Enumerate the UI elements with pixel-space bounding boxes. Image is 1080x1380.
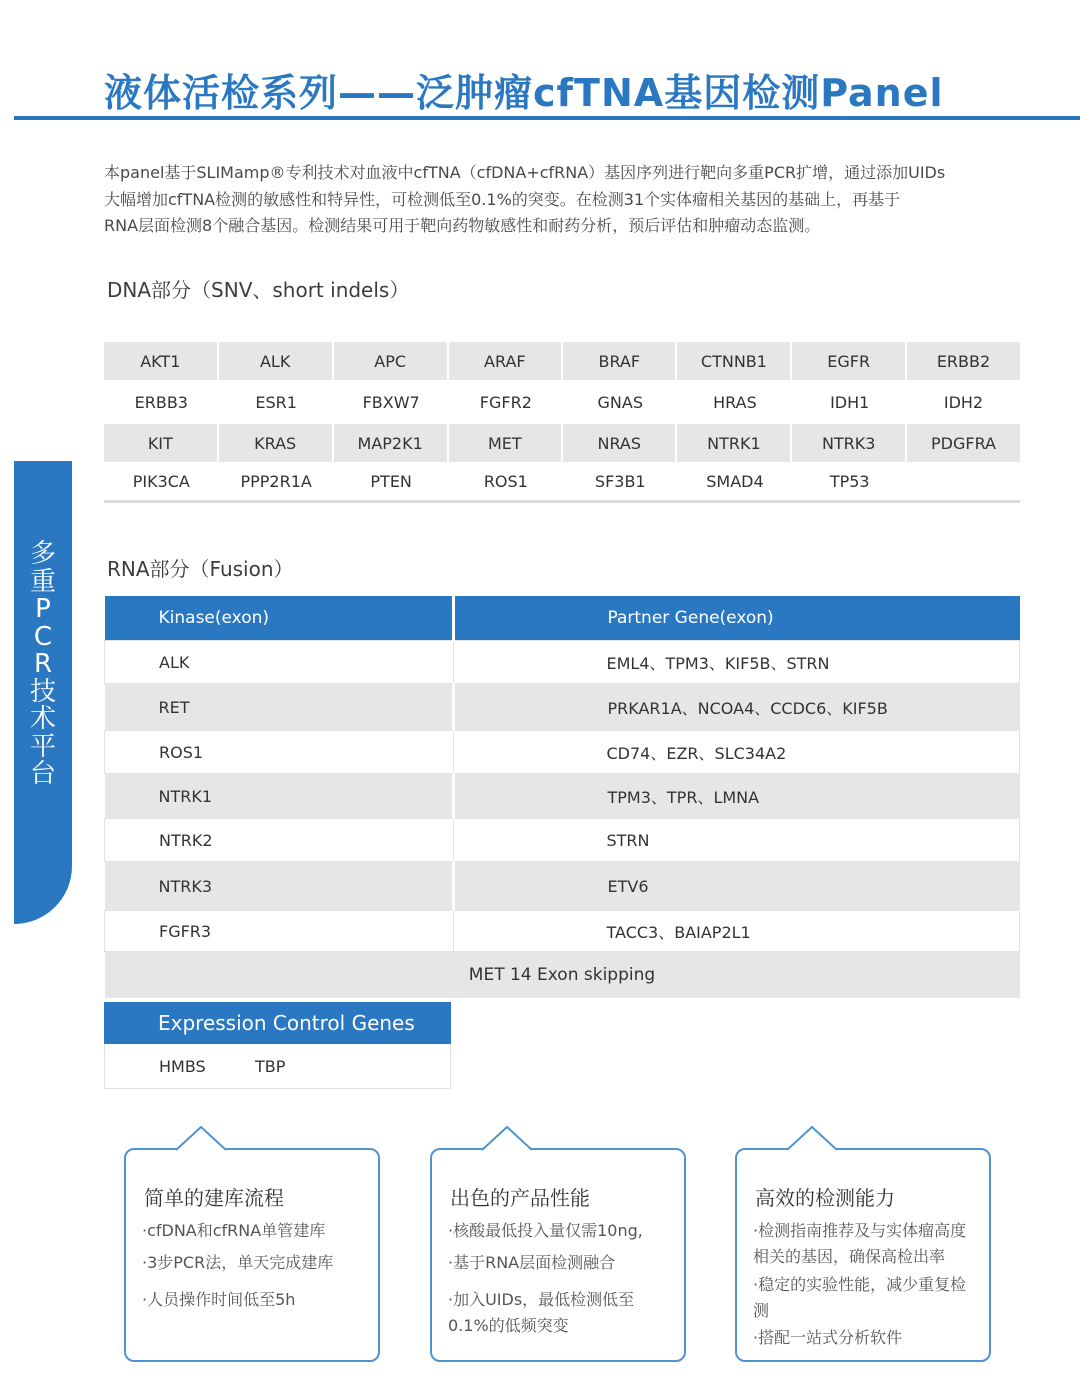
gene-cell: ROS1 — [449, 462, 563, 503]
intro-line: 本panel基于SLIMamp®专利技术对血液中cfTNA（cfDNA+cfRNA）基因序列进行靶向多重PCR扩增，通过添加UIDs — [104, 163, 946, 182]
gene-cell: ERBB2 — [907, 342, 1020, 380]
dna-section-heading: DNA部分（SNV、short indels） — [107, 278, 410, 302]
table-row — [105, 862, 1020, 911]
partner-cell: ETV6 — [453, 862, 1020, 911]
table-row — [104, 424, 1020, 462]
table-row — [105, 731, 1020, 774]
gene-cell: HRAS — [677, 380, 792, 424]
gene-cell: SMAD4 — [677, 462, 792, 503]
card-pointer-icon — [482, 1126, 532, 1152]
rna-fusion-table — [104, 596, 1020, 998]
gene-cell: TP53 — [792, 462, 907, 503]
table-row — [104, 342, 1020, 380]
partner-column-header: Partner Gene(exon) — [453, 596, 1020, 641]
control-gene: HMBS — [159, 1057, 206, 1076]
kinase-cell: RET — [105, 684, 454, 731]
gene-cell: PTEN — [334, 462, 449, 503]
gene-cell: MET — [449, 424, 563, 462]
partner-cell: EML4、TPM3、KIF5B、STRN — [453, 641, 1020, 684]
gene-cell: AKT1 — [104, 342, 219, 380]
sidebar-char: 术 — [29, 704, 56, 734]
card-item: ·稳定的实验性能，减少重复检测 — [753, 1275, 967, 1320]
gene-cell: NRAS — [563, 424, 677, 462]
table-header-row — [105, 596, 1020, 641]
card-item: ·搭配一站式分析软件 — [753, 1328, 903, 1347]
feature-card-library — [124, 1148, 380, 1362]
gene-cell: ALK — [219, 342, 334, 380]
gene-cell: PPP2R1A — [219, 462, 334, 503]
sidebar-char: 多 — [29, 539, 56, 569]
card-pointer-icon — [176, 1126, 226, 1152]
card-title: 出色的产品性能 — [450, 1186, 590, 1210]
gene-cell: SF3B1 — [563, 462, 677, 503]
gene-cell: PDGFRA — [907, 424, 1020, 462]
partner-cell: STRN — [453, 819, 1020, 862]
sidebar-char: 台 — [29, 759, 56, 789]
gene-cell: MAP2K1 — [334, 424, 449, 462]
gene-cell: ESR1 — [219, 380, 334, 424]
table-footer-row — [105, 952, 1020, 999]
table-row — [104, 462, 1020, 503]
partner-cell: TPM3、TPR、LMNA — [453, 774, 1020, 819]
gene-cell: FGFR2 — [449, 380, 563, 424]
card-item: ·人员操作时间低至5h — [142, 1290, 296, 1309]
sidebar-char: R — [33, 649, 53, 679]
gene-cell: ERBB3 — [104, 380, 219, 424]
expression-control-genes — [104, 1044, 451, 1089]
card-title: 高效的检测能力 — [755, 1186, 895, 1210]
card-item: ·基于RNA层面检测融合 — [448, 1253, 616, 1272]
control-gene: TBP — [255, 1057, 286, 1076]
intro-line: 大幅增加cfTNA检测的敏感性和特异性，可检测低至0.1%的突变。在检测31个实体瘤相关基因的基础上，再基于 — [104, 189, 901, 209]
sidebar-char: 重 — [29, 566, 56, 597]
gene-cell: FBXW7 — [334, 380, 449, 424]
table-row — [105, 641, 1020, 684]
kinase-cell: FGFR3 — [105, 911, 454, 952]
table-row — [105, 684, 1020, 731]
page-title: 液体活检系列——泛肿瘤cfTNA基因检测Panel — [104, 71, 944, 115]
feature-card-detection — [735, 1148, 991, 1362]
gene-cell: APC — [334, 342, 449, 380]
gene-cell: BRAF — [563, 342, 677, 380]
sidebar-char: P — [35, 594, 51, 624]
table-row — [105, 819, 1020, 862]
gene-cell: EGFR — [792, 342, 907, 380]
table-row — [104, 380, 1020, 424]
kinase-column-header: Kinase(exon) — [105, 596, 454, 641]
card-item: ·核酸最低投入量仅需10ng, — [448, 1221, 643, 1240]
expression-control-box — [104, 1002, 451, 1089]
card-item: ·加入UIDs，最低检测低至0.1%的低频突变 — [448, 1290, 635, 1335]
partner-cell: TACC3、BAIAP2L1 — [453, 911, 1020, 952]
gene-cell: CTNNB1 — [677, 342, 792, 380]
table-row — [105, 911, 1020, 952]
intro-paragraph — [104, 160, 1024, 240]
gene-cell: IDH2 — [907, 380, 1020, 424]
kinase-cell: NTRK2 — [105, 819, 454, 862]
dna-gene-table — [104, 342, 1020, 503]
gene-cell: GNAS — [563, 380, 677, 424]
table-row — [105, 774, 1020, 819]
sidebar-char: C — [33, 621, 53, 652]
sidebar-char: 平 — [29, 731, 56, 762]
gene-cell: KRAS — [219, 424, 334, 462]
card-pointer-icon — [787, 1126, 837, 1152]
sidebar-char: 技 — [29, 676, 56, 707]
partner-cell: PRKAR1A、NCOA4、CCDC6、KIF5B — [453, 684, 1020, 731]
kinase-cell: NTRK3 — [105, 862, 454, 911]
exon-skipping-cell: MET 14 Exon skipping — [105, 952, 1020, 999]
sidebar-label — [14, 541, 72, 789]
gene-cell: IDH1 — [792, 380, 907, 424]
intro-line: RNA层面检测8个融合基因。检测结果可用于靶向药物敏感性和耐药分析，预后评估和肿瘤动态监测。 — [104, 216, 821, 235]
card-title: 简单的建库流程 — [144, 1186, 284, 1210]
rna-section-heading: RNA部分（Fusion） — [107, 557, 294, 581]
gene-cell: ARAF — [449, 342, 563, 380]
gene-cell: NTRK3 — [792, 424, 907, 462]
feature-card-performance — [430, 1148, 686, 1362]
gene-cell: NTRK1 — [677, 424, 792, 462]
kinase-cell: ROS1 — [105, 731, 454, 774]
gene-cell — [907, 462, 1020, 503]
expression-control-heading: Expression Control Genes — [104, 1002, 451, 1044]
card-item: ·3步PCR法，单天完成建库 — [142, 1253, 334, 1272]
kinase-cell: ALK — [105, 641, 454, 684]
card-item: ·检测指南推荐及与实体瘤高度相关的基因，确保高检出率 — [753, 1221, 967, 1266]
kinase-cell: NTRK1 — [105, 774, 454, 819]
gene-cell: PIK3CA — [104, 462, 219, 503]
title-divider — [14, 116, 1080, 120]
sidebar-tab — [14, 461, 72, 924]
gene-cell: KIT — [104, 424, 219, 462]
partner-cell: CD74、EZR、SLC34A2 — [453, 731, 1020, 774]
card-item: ·cfDNA和cfRNA单管建库 — [142, 1221, 326, 1240]
